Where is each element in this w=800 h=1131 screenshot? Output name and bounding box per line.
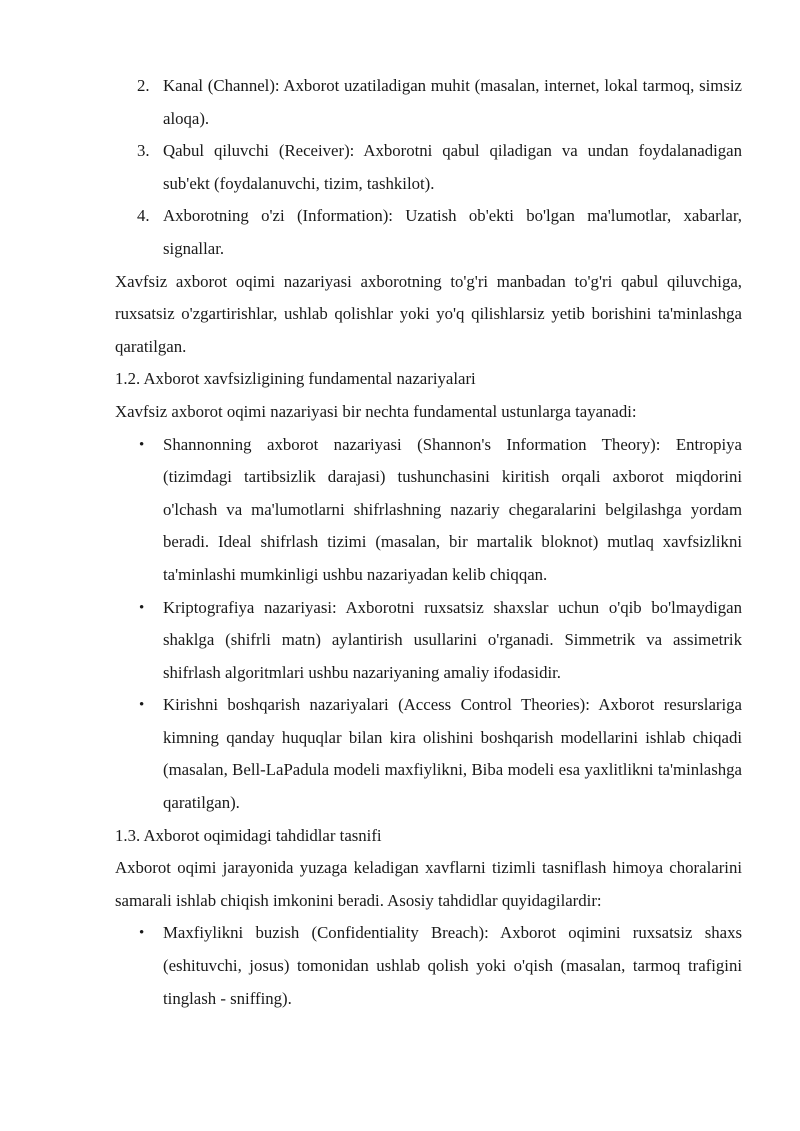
list-item — [115, 200, 742, 265]
bullet-list — [115, 429, 742, 820]
list-number: 4. — [137, 206, 150, 226]
list-item — [115, 592, 742, 690]
bullet-icon: • — [139, 436, 145, 453]
list-item — [115, 70, 742, 135]
list-item — [115, 429, 742, 592]
bullet-icon: • — [139, 599, 145, 616]
list-item-text: Kriptografiya nazariyasi: Axborotni ruxsatsiz shaxslar uchun o'qib bo'lmaydigan shaklga (shifrli matn) aylantirish usullarini o'rganadi. Simmetrik va assimetrik shifrlash algoritmlari ushbu nazariyaning amaliy ifodasidir. — [163, 597, 742, 682]
numbered-list — [115, 70, 742, 266]
section-heading: 1.2. Axborot xavfsizligining fundamental nazariyalari — [115, 369, 476, 389]
list-item-text: Shannonning axborot nazariyasi (Shannon's Information Theory): Entropiya (tizimdagi tartibsizlik darajasi) tushunchasini kiritish orqali axborot miqdorini o'lchash va ma'lumotlarni shifrlashning nazariy chegaralarini belgilashga yordam beradi. Ideal shifrlash tizimi (masalan, bir martalik bloknot) mutlaq xavfsizlikni ta'minlashi mumkinligi ushbu nazariyadan kelib chiqqan. — [163, 434, 742, 584]
document-page — [115, 70, 742, 1015]
section-heading: 1.3. Axborot oqimidagi tahdidlar tasnifi — [115, 825, 382, 845]
bullet-icon: • — [139, 697, 145, 714]
list-item-text: Kirishni boshqarish nazariyalari (Access Control Theories): Axborot resurslariga kimning qanday huquqlar bilan kira olishini boshqarish modellarini ishlab chiqadi (masalan, Bell-LaPadula modeli maxfiylikni, Biba modeli esa yaxlitlikni ta'minlashga qaratilgan). — [163, 695, 742, 813]
bullet-icon: • — [139, 925, 145, 942]
list-item-text: Maxfiylikni buzish (Confidentiality Breach): Axborot oqimini ruxsatsiz shaxs (eshituvchi, josus) tomonidan ushlab qolish yoki o'qish (masalan, tarmoq trafigini tinglash - sniffing). — [163, 923, 742, 1008]
bullet-list — [115, 917, 742, 1015]
list-item-text: Qabul qiluvchi (Receiver): Axborotni qabul qiladigan va undan foydalanadigan sub'ekt (foydalanuvchi, tizim, tashkilot). — [163, 141, 742, 193]
list-number: 3. — [137, 141, 150, 161]
section-intro: Axborot oqimi jarayonida yuzaga keladigan xavflarni tizimli tasniflash himoya choralarini samarali ishlab chiqish imkonini beradi. Asosiy tahdidlar quyidagilardir: — [115, 858, 742, 910]
list-item — [115, 689, 742, 819]
list-number: 2. — [137, 76, 150, 95]
list-item — [115, 917, 742, 1015]
list-item-text: Kanal (Channel): Axborot uzatiladigan muhit (masalan, internet, lokal tarmoq, simsiz aloqa). — [163, 76, 742, 128]
list-item-text: Axborotning o'zi (Information): Uzatish ob'ekti bo'lgan ma'lumotlar, xabarlar, signallar. — [163, 206, 742, 258]
body-paragraph: Xavfsiz axborot oqimi nazariyasi axborotning to'g'ri manbadan to'g'ri qabul qiluvchiga, ruxsatsiz o'zgartirishlar, ushlab qolishlar yoki yo'q qilishlarsiz yetib borishini ta'minlashga qaratilgan. — [115, 271, 742, 356]
list-item — [115, 135, 742, 200]
section-intro: Xavfsiz axborot oqimi nazariyasi bir nechta fundamental ustunlarga tayanadi: — [115, 401, 637, 421]
